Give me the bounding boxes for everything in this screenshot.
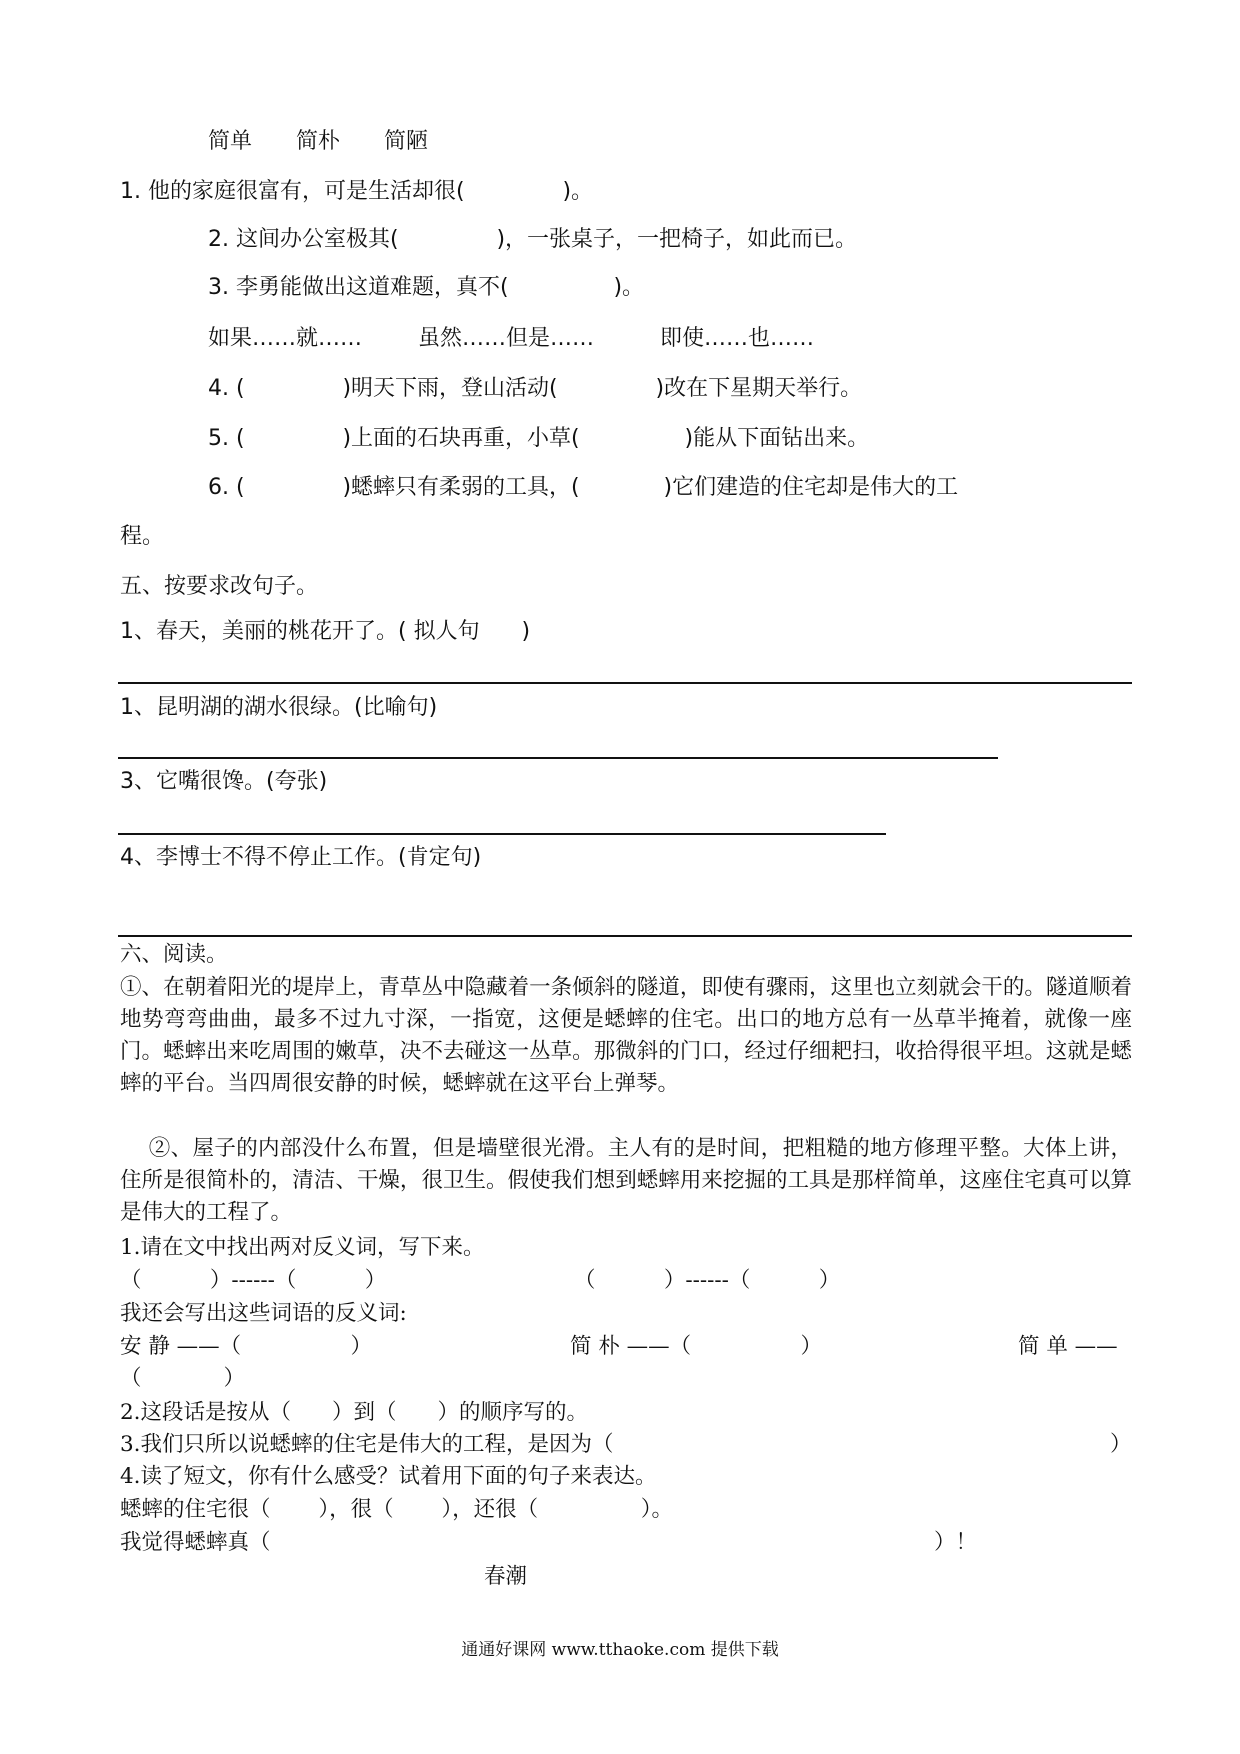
- antonym-quiet: 安 静 ——（ ）: [120, 1334, 373, 1359]
- rewrite-question-3: 3、它嘴很馋。(夸张): [120, 769, 328, 794]
- reading-question-4-line-2: 我觉得蟋蟀真（: [120, 1530, 271, 1555]
- antonym-simple-plain: 简 朴 ——（ ）: [570, 1334, 823, 1359]
- reading-question-4-line-2-close: ）！: [934, 1530, 978, 1555]
- question-3: 3. 李勇能做出这道难题，真不( )。: [208, 275, 645, 300]
- word-option-jianlou: 简陋: [384, 129, 429, 154]
- question-4: 4. ( )明天下雨，登山活动( )改在下星期天举行。: [208, 376, 863, 401]
- signature-chunchao: 春潮: [484, 1564, 528, 1589]
- reading-question-2: 2.这段话是按从（ ）到（ ）的顺序写的。: [120, 1400, 589, 1425]
- question-1: 1. 他的家庭很富有，可是生活却很( )。: [120, 179, 594, 204]
- reading-question-3: 3.我们只所以说蟋蟀的住宅是伟大的工程，是因为（: [120, 1432, 614, 1457]
- question-5: 5. ( )上面的石块再重，小草( )能从下面钻出来。: [208, 426, 870, 451]
- rewrite-question-4: 4、李博士不得不停止工作。(肯定句): [120, 845, 482, 870]
- question-6: 6. ( )蟋蟀只有柔弱的工具，( )它们建造的住宅却是伟大的工: [208, 475, 959, 500]
- section-6-title: 六、阅读。: [120, 942, 228, 967]
- conjunction-option-3: 即使……也……: [660, 326, 815, 351]
- section-5-title: 五、按要求改句子。: [120, 574, 319, 599]
- reading-question-1: 1.请在文中找出两对反义词，写下来。: [120, 1235, 485, 1260]
- answer-line-2: [118, 757, 998, 759]
- answer-line-1: [118, 682, 1132, 684]
- antonym-simple: 简 单 ——: [1018, 1334, 1118, 1359]
- question-2: 2. 这间办公室极其( )，一张桌子，一把椅子，如此而已。: [208, 227, 858, 252]
- reading-paragraph-1: ①、在朝着阳光的堤岸上，青草丛中隐藏着一条倾斜的隧道，即使有骤雨，这里也立刻就会干的。隧道顺着地势弯弯曲曲，最多不过九寸深，一指宽，这便是蟋蟀的住宅。出口的地方总有一丛草半掩着，就像一座门。蟋蟀出来吃周围的嫩草，决不去碰这一丛草。那微斜的门口，经过仔细耙扫，收拾得很平坦。这就是蟋蟀的平台。当四周很安静的时候，蟋蟀就在这平台上弹琴。: [120, 975, 1132, 1096]
- answer-line-4: [118, 935, 1132, 937]
- rewrite-question-1: 1、春天，美丽的桃花开了。( 拟人句 ): [120, 619, 531, 644]
- antonym-intro: 我还会写出这些词语的反义词:: [120, 1301, 407, 1326]
- reading-paragraph-2: ②、屋子的内部没什么布置，但是墙壁很光滑。主人有的是时间，把粗糙的地方修理平整。大体上讲，住所是很简朴的，清洁、干燥，很卫生。假使我们想到蟋蟀用来挖掘的工具是那样简单，这座住宅真可以算是伟大的工程了。: [120, 1136, 1132, 1225]
- word-option-jianpu: 简朴: [296, 129, 341, 154]
- reading-question-4-line-1: 蟋蟀的住宅很（ ），很（ ），还很（ ）。: [120, 1497, 673, 1522]
- conjunction-option-1: 如果……就……: [208, 326, 363, 351]
- antonym-simple-blank: （ ）: [120, 1366, 246, 1391]
- question-6-continued: 程。: [120, 524, 165, 549]
- antonym-pair-blanks-b: （ ）------（ ）: [574, 1268, 841, 1293]
- reading-question-4: 4.读了短文，你有什么感受？试着用下面的句子来表达。: [120, 1464, 657, 1489]
- word-option-jiandan: 简单: [208, 129, 253, 154]
- rewrite-question-2: 1、昆明湖的湖水很绿。(比喻句): [120, 695, 438, 720]
- footer-download-note: 通通好课网 www.tthaoke.com 提供下载: [461, 1640, 779, 1660]
- antonym-pair-blanks-a: （ ）------（ ）: [120, 1268, 387, 1293]
- reading-question-3-close: ）: [1110, 1432, 1132, 1457]
- conjunction-option-2: 虽然……但是……: [418, 326, 595, 351]
- answer-line-3: [118, 833, 886, 835]
